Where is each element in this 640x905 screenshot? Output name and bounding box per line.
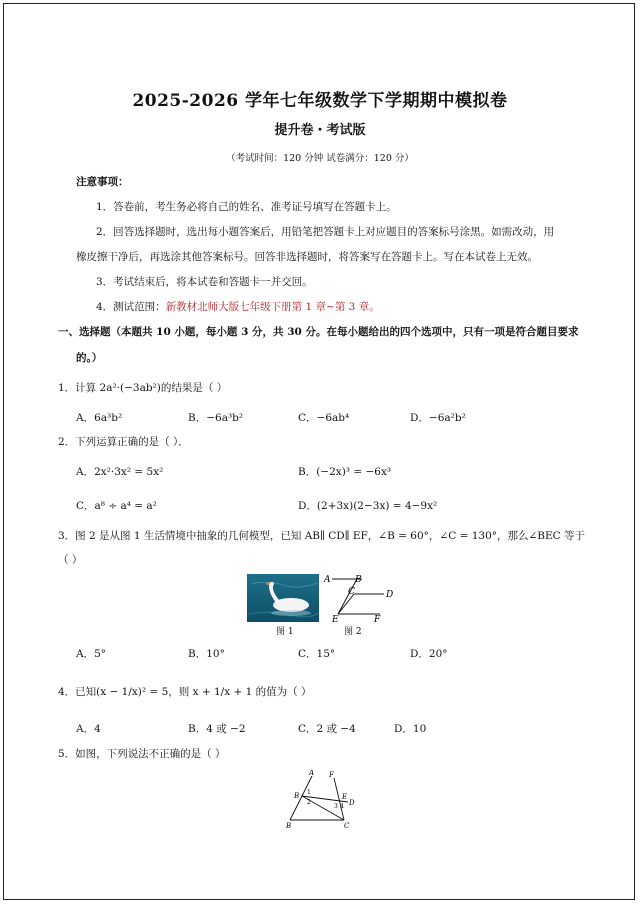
exam-title: 2025-2026 学年七年级数学下学期期中模拟卷: [132, 91, 508, 111]
label-angle-2: 2: [307, 799, 311, 806]
note-2-line2: 橡皮擦干净后，再选涂其他答案标号。回答非选择题时，将答案写在答题卡上。写在本试卷上无效。: [76, 251, 538, 263]
label-a: A: [309, 769, 315, 777]
note-4: [96, 299, 380, 314]
note-2-line1: 2．回答选择题时，选出每小题答案后，用铅笔把答题卡上对应题目的答案标号涂黑。如需改动，用: [96, 226, 555, 238]
label-e: E: [342, 793, 348, 801]
label-d: D: [386, 590, 394, 600]
q4-stem: 4．已知(x − 1/x)² = 5，则 x + 1/x + 1 的值为（ ）: [58, 686, 312, 698]
q1-stem: 1．计算 2a²·(−3ab²)的结果是（ ）: [58, 382, 228, 394]
q3-option-a: A．5°: [76, 648, 107, 660]
exam-info: （考试时间：120 分钟 试卷满分：120 分）: [226, 153, 414, 164]
q2-option-d: D．(2+3x)(2−3x) = 4−9x²: [298, 500, 438, 512]
label-f: F: [329, 771, 334, 779]
q3-figure-2-caption: 图 2: [344, 627, 362, 637]
label-c: C: [348, 587, 355, 597]
label-e: E: [332, 615, 339, 624]
q2-option-b: B．(−2x)³ = −6x³: [298, 466, 392, 478]
q3-option-d: D．20°: [410, 648, 448, 660]
q3-figure-2-geometry: [322, 572, 400, 624]
q3-figure-1-caption: 图 1: [276, 627, 294, 637]
q4-option-d: D．10: [394, 723, 427, 735]
q3-stem-line1: 3．图 2 是从图 1 生活情境中抽象的几何模型，已知 AB∥ CD∥ EF，∠B = 60°，∠C = 130°，那么∠BEC 等于: [58, 530, 586, 542]
note-3: 3．考试结束后，将本试卷和答题卡一并交回。: [96, 276, 313, 288]
line-ce: [338, 594, 354, 614]
q4-option-c: C．2 或 −4: [298, 723, 356, 735]
q3-option-c: C．15°: [298, 648, 336, 660]
q2-option-c: C．a⁸ ÷ a⁴ = a²: [76, 500, 157, 512]
q3-figure-1-swan-photo: [247, 574, 319, 622]
note-4-range: 新教材北师大版七年级下册第 1 章~第 3 章。: [165, 301, 380, 313]
q2-stem: 2．下列运算正确的是（ ）．: [58, 436, 189, 448]
q1-option-d: D．−6a²b²: [410, 412, 466, 424]
section1-heading-line2: 的。）: [76, 352, 103, 364]
label-b: B: [355, 575, 362, 585]
q3-option-b: B．10°: [188, 648, 225, 660]
q1-option-b: B．−6a³b²: [188, 412, 244, 424]
q5-stem: 5．如图，下列说法不正确的是（ ）: [58, 748, 226, 760]
label-angle-3: 3: [334, 803, 338, 810]
exam-subtitle: 提升卷・考试版: [274, 123, 366, 138]
label-b: B: [286, 822, 292, 830]
note-1: 1．答卷前，考生务必将自己的姓名、准考证号填写在答题卡上。: [96, 201, 397, 213]
q4-option-a: A．4: [76, 723, 101, 735]
section1-heading-line1: 一、选择题（本题共 10 小题，每小题 3 分，共 30 分。在每小题给出的四个选项中，只有一项是符合题目要求: [58, 326, 579, 338]
q4-option-b: B．4 或 −2: [188, 723, 246, 735]
q2-option-a: A．2x²·3x² = 5x²: [76, 466, 164, 478]
q1-option-c: C．−6ab⁴: [298, 412, 350, 424]
label-d: D: [349, 799, 355, 807]
label-a: A: [324, 575, 331, 585]
q1-option-a: A．6a³b²: [76, 412, 123, 424]
label-f: F: [374, 615, 381, 624]
notes-heading: 注意事项：: [76, 176, 129, 188]
label-angle-4: 4: [340, 803, 344, 810]
q3-stem-line2: （ ）: [58, 554, 83, 566]
label-c: C: [344, 822, 350, 830]
label-b-upper: B: [294, 792, 300, 800]
q5-figure-geometry: [282, 768, 358, 830]
note-4-prefix: 4．测试范围：: [96, 301, 166, 313]
label-angle-1: 1: [307, 789, 311, 796]
